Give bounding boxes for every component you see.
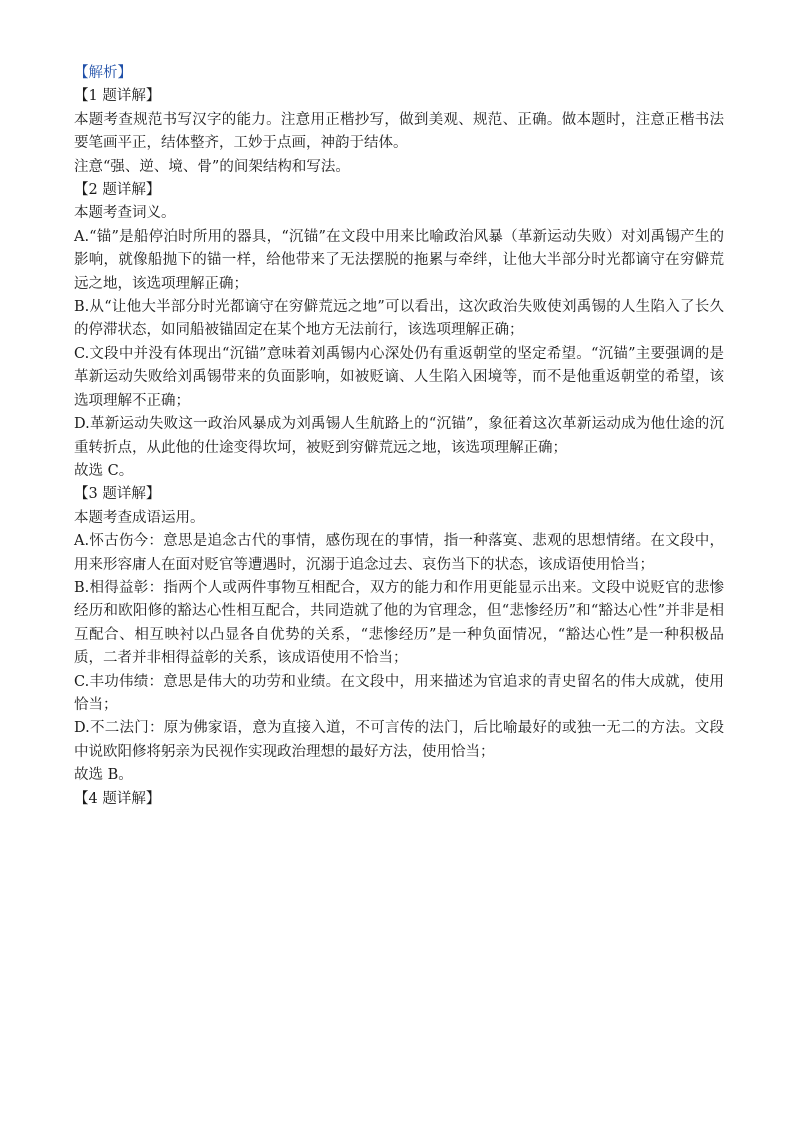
- question-2-option-a: A.“锚”是船停泊时所用的器具，“沉锚”在文段中用来比喻政治风暴（革新运动失败）对刘禹锡产生的影响，就像船抛下的锚一样，给他带来了无法摆脱的拖累与牵绊，让他大半部分时光都谪守在穷僻荒远之地，该选项理解正确；: [74, 228, 724, 292]
- question-3-option-c: C.丰功伟绩：意思是伟大的功劳和业绩。在文段中，用来描述为官追求的青史留名的伟大成就，使用恰当；: [74, 673, 724, 713]
- question-2-option-b: B.从“让他大半部分时光都谪守在穷僻荒远之地”可以看出，这次政治失败使刘禹锡的人生陷入了长久的停滞状态，如同船被锚固定在某个地方无法前行，该选项理解正确；: [74, 299, 724, 339]
- question-2-answer: 故选 C。: [74, 462, 134, 479]
- question-4-section: [74, 788, 724, 811]
- question-2-intro: 本题考查词义。: [74, 205, 176, 222]
- question-3-option-a: A.怀古伤今：意思是追念古代的事情，感伤现在的事情，指一种落寞、悲观的思想情绪。在文段中，用来形容庸人在面对贬官等遭遇时，沉溺于追念过去、哀伤当下的状态，该成语使用恰当；: [74, 533, 724, 573]
- question-3-intro: 本题考查成语运用。: [74, 509, 205, 526]
- document-page: [74, 62, 724, 811]
- question-1-paragraph-1: 本题考查规范书写汉字的能力。注意用正楷抄写，做到美观、规范、正确。做本题时，注意正楷书法要笔画平正，结体整齐，工妙于点画，神韵于结体。: [74, 111, 724, 152]
- question-3-option-b: B.相得益彰：指两个人或两件事物互相配合，双方的能力和作用更能显示出来。文段中说贬官的悲惨经历和欧阳修的豁达心性相互配合，共同造就了他的为官理念，但“悲惨经历”和“豁达心性”并非是相互配合、相互映衬以凸显各自优势的关系，“悲惨经历”是一种负面情况，“豁达心性”是一种积极品质，二者并非相得益彰的关系，该成语使用不恰当；: [74, 579, 724, 667]
- question-2-heading: 【2 题详解】: [74, 182, 161, 199]
- question-1-heading: 【1 题详解】: [74, 88, 161, 105]
- question-3-answer: 故选 B。: [74, 767, 133, 784]
- question-4-heading: 【4 题详解】: [74, 790, 161, 807]
- question-3-option-d: D.不二法门：原为佛家语，意为直接入道，不可言传的法门，后比喻最好的或独一无二的方法。文段中说欧阳修将躬亲为民视作实现政治理想的最好方法，使用恰当；: [74, 720, 724, 760]
- question-1-paragraph-2: 注意“强、逆、境、骨”的间架结构和写法。: [74, 158, 350, 175]
- question-2-option-d: D.革新运动失败这一政治风暴成为刘禹锡人生航路上的“沉锚”，象征着这次革新运动成为他仕途的沉重转折点，从此他的仕途变得坎坷，被贬到穷僻荒远之地，该选项理解正确；: [74, 416, 724, 456]
- question-3-heading: 【3 题详解】: [74, 486, 161, 503]
- question-2-option-c: C.文段中并没有体现出“沉锚”意味着刘禹锡内心深处仍有重返朝堂的坚定希望。“沉锚”主要强调的是革新运动失败给刘禹锡带来的负面影响，如被贬谪、人生陷入困境等，而不是他重返朝堂的希望，该选项理解不正确；: [74, 345, 724, 409]
- question-3-section: [74, 483, 724, 787]
- analysis-heading: 【解析】: [74, 65, 132, 81]
- question-2-section: [74, 179, 724, 483]
- question-1-section: [74, 85, 724, 179]
